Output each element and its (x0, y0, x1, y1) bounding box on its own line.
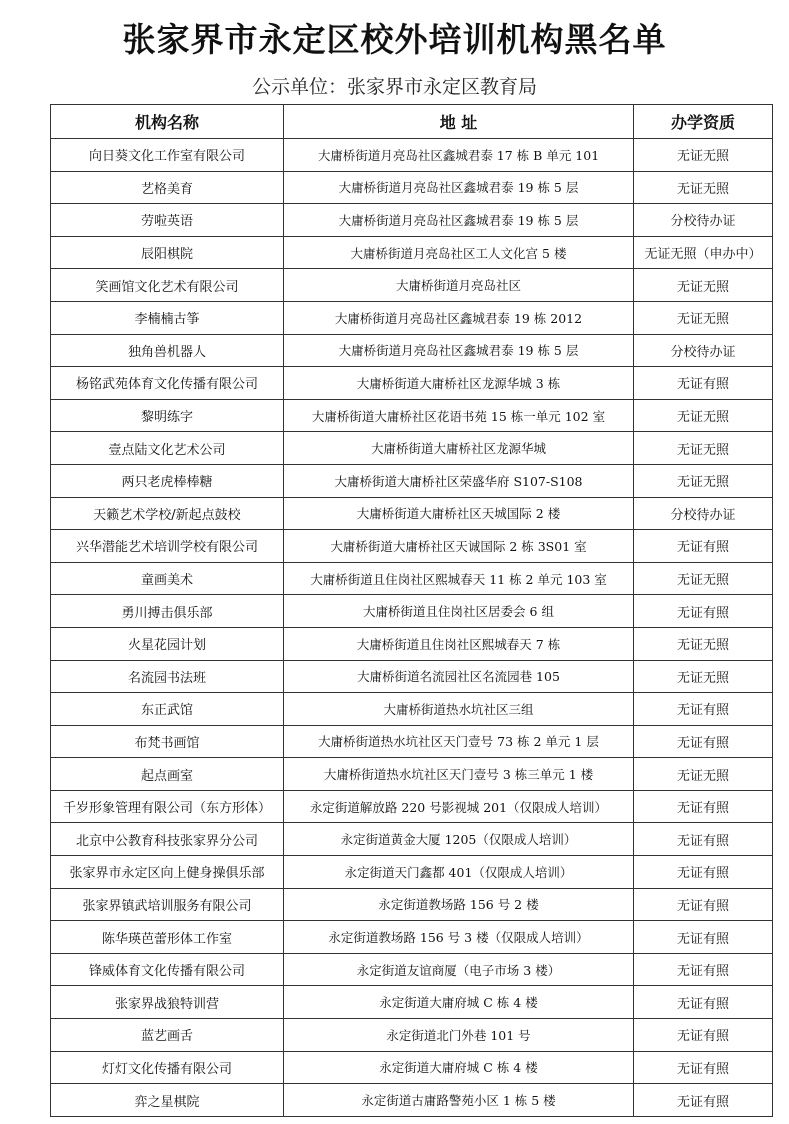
cell-license-status: 无证无照 (634, 171, 773, 204)
cell-institution-name: 辰阳棋院 (51, 236, 284, 269)
cell-institution-name: 杨铭武苑体育文化传播有限公司 (51, 367, 284, 400)
table-header (51, 105, 773, 139)
cell-address: 永定街道教场路 156 号 2 楼 (284, 888, 634, 921)
cell-institution-name: 布梵书画馆 (51, 725, 284, 758)
cell-institution-name: 张家界市永定区向上健身操俱乐部 (51, 856, 284, 889)
cell-license-status: 无证有照 (634, 1051, 773, 1084)
cell-license-status: 无证无照 (634, 301, 773, 334)
cell-license-status: 无证有照 (634, 888, 773, 921)
table-row (51, 921, 773, 954)
cell-institution-name: 张家界镇武培训服务有限公司 (51, 888, 284, 921)
table-row (51, 334, 773, 367)
table-row (51, 953, 773, 986)
header-address: 地 址 (284, 105, 634, 139)
cell-institution-name: 童画美术 (51, 562, 284, 595)
cell-license-status: 分校待办证 (634, 204, 773, 237)
table-row (51, 888, 773, 921)
table-row (51, 301, 773, 334)
cell-license-status: 无证无照 (634, 627, 773, 660)
cell-institution-name: 黎明练字 (51, 399, 284, 432)
cell-institution-name: 艺格美育 (51, 171, 284, 204)
cell-license-status: 无证有照 (634, 823, 773, 856)
cell-license-status: 无证有照 (634, 921, 773, 954)
cell-address: 永定街道教场路 156 号 3 楼（仅限成人培训） (284, 921, 634, 954)
cell-license-status: 无证有照 (634, 856, 773, 889)
cell-institution-name: 勇川搏击俱乐部 (51, 595, 284, 628)
table-row (51, 139, 773, 172)
cell-address: 大庸桥街道月亮岛社区鑫城君泰 19 栋 2012 (284, 301, 634, 334)
table-row (51, 171, 773, 204)
cell-license-status: 无证无照 (634, 660, 773, 693)
cell-address: 大庸桥街道且住岗社区熙城春天 11 栋 2 单元 103 室 (284, 562, 634, 595)
cell-address: 大庸桥街道月亮岛社区鑫城君泰 19 栋 5 层 (284, 171, 634, 204)
table-row (51, 562, 773, 595)
cell-license-status: 无证有照 (634, 530, 773, 563)
cell-address: 永定街道大庸府城 C 栋 4 楼 (284, 986, 634, 1019)
cell-license-status: 无证无照 (634, 432, 773, 465)
cell-institution-name: 陈华瑛芭蕾形体工作室 (51, 921, 284, 954)
cell-address: 永定街道北门外巷 101 号 (284, 1019, 634, 1052)
cell-license-status: 无证有照 (634, 986, 773, 1019)
cell-institution-name: 向日葵文化工作室有限公司 (51, 139, 284, 172)
table-row (51, 790, 773, 823)
cell-institution-name: 壹点陆文化艺术公司 (51, 432, 284, 465)
cell-address: 大庸桥街道大庸桥社区花语书苑 15 栋一单元 102 室 (284, 399, 634, 432)
page-subtitle: 公示单位：张家界市永定区教育局 (251, 76, 537, 98)
cell-institution-name: 劳啦英语 (51, 204, 284, 237)
cell-license-status: 无证无照 (634, 399, 773, 432)
cell-address: 大庸桥街道热水坑社区三组 (284, 693, 634, 726)
table-row (51, 204, 773, 237)
cell-address: 永定街道友谊商厦（电子市场 3 楼） (284, 953, 634, 986)
cell-address: 永定街道黄金大厦 1205（仅限成人培训） (284, 823, 634, 856)
cell-institution-name: 东正武馆 (51, 693, 284, 726)
table-row (51, 758, 773, 791)
cell-address: 大庸桥街道热水坑社区天门壹号 3 栋三单元 1 楼 (284, 758, 634, 791)
table-row (51, 693, 773, 726)
cell-license-status: 无证有照 (634, 725, 773, 758)
table-body (51, 139, 773, 1117)
cell-license-status: 无证无照 (634, 758, 773, 791)
cell-institution-name: 笑画馆文化艺术有限公司 (51, 269, 284, 302)
cell-address: 大庸桥街道月亮岛社区鑫城君泰 19 栋 5 层 (284, 204, 634, 237)
cell-institution-name: 独角兽机器人 (51, 334, 284, 367)
table-row (51, 725, 773, 758)
cell-license-status: 无证有照 (634, 953, 773, 986)
table-row (51, 464, 773, 497)
cell-license-status: 无证无照 (634, 269, 773, 302)
cell-institution-name: 兴华潜能艺术培训学校有限公司 (51, 530, 284, 563)
cell-address: 大庸桥街道大庸桥社区天城国际 2 楼 (284, 497, 634, 530)
cell-institution-name: 灯灯文化传播有限公司 (51, 1051, 284, 1084)
header-row (51, 105, 773, 139)
cell-address: 大庸桥街道月亮岛社区 (284, 269, 634, 302)
cell-license-status: 分校待办证 (634, 497, 773, 530)
cell-institution-name: 张家界战狼特训营 (51, 986, 284, 1019)
cell-license-status: 无证有照 (634, 595, 773, 628)
cell-address: 大庸桥街道大庸桥社区龙源华城 (284, 432, 634, 465)
cell-address: 大庸桥街道且住岗社区居委会 6 组 (284, 595, 634, 628)
cell-address: 大庸桥街道月亮岛社区鑫城君泰 19 栋 5 层 (284, 334, 634, 367)
table-row (51, 399, 773, 432)
table-row (51, 497, 773, 530)
cell-institution-name: 弈之星棋院 (51, 1084, 284, 1117)
cell-address: 大庸桥街道热水坑社区天门壹号 73 栋 2 单元 1 层 (284, 725, 634, 758)
cell-institution-name: 名流园书法班 (51, 660, 284, 693)
table-row (51, 856, 773, 889)
cell-license-status: 无证无照（申办中） (634, 236, 773, 269)
table-row (51, 367, 773, 400)
page-title: 张家界市永定区校外培训机构黑名单 (122, 20, 667, 59)
cell-license-status: 无证无照 (634, 562, 773, 595)
cell-address: 永定街道古庸路警苑小区 1 栋 5 楼 (284, 1084, 634, 1117)
cell-license-status: 无证有照 (634, 790, 773, 823)
cell-institution-name: 李楠楠古筝 (51, 301, 284, 334)
table-row (51, 823, 773, 856)
cell-institution-name: 火星花园计划 (51, 627, 284, 660)
cell-address: 大庸桥街道大庸桥社区荣盛华府 S107-S108 (284, 464, 634, 497)
cell-address: 大庸桥街道名流园社区名流园巷 105 (284, 660, 634, 693)
table-row (51, 432, 773, 465)
cell-address: 永定街道解放路 220 号影视城 201（仅限成人培训） (284, 790, 634, 823)
table-row (51, 627, 773, 660)
cell-address: 大庸桥街道月亮岛社区鑫城君泰 17 栋 B 单元 101 (284, 139, 634, 172)
cell-address: 永定街道天门鑫都 401（仅限成人培训） (284, 856, 634, 889)
table-row (51, 986, 773, 1019)
cell-institution-name: 起点画室 (51, 758, 284, 791)
header-name: 机构名称 (51, 105, 284, 139)
table-row (51, 1019, 773, 1052)
table-row (51, 660, 773, 693)
cell-address: 大庸桥街道大庸桥社区龙源华城 3 栋 (284, 367, 634, 400)
table-row (51, 1084, 773, 1117)
cell-address: 永定街道大庸府城 C 栋 4 楼 (284, 1051, 634, 1084)
table-row (51, 1051, 773, 1084)
cell-license-status: 无证有照 (634, 1019, 773, 1052)
header-status: 办学资质 (634, 105, 773, 139)
cell-license-status: 无证有照 (634, 367, 773, 400)
cell-institution-name: 北京中公教育科技张家界分公司 (51, 823, 284, 856)
cell-address: 大庸桥街道月亮岛社区工人文化宫 5 楼 (284, 236, 634, 269)
cell-license-status: 无证无照 (634, 139, 773, 172)
table-row (51, 269, 773, 302)
table-row (51, 595, 773, 628)
cell-license-status: 分校待办证 (634, 334, 773, 367)
cell-license-status: 无证无照 (634, 464, 773, 497)
cell-institution-name: 蓝艺画舌 (51, 1019, 284, 1052)
cell-address: 大庸桥街道大庸桥社区天诚国际 2 栋 3S01 室 (284, 530, 634, 563)
cell-license-status: 无证有照 (634, 693, 773, 726)
cell-institution-name: 锋威体育文化传播有限公司 (51, 953, 284, 986)
cell-institution-name: 两只老虎棒棒糖 (51, 464, 284, 497)
cell-address: 大庸桥街道且住岗社区熙城春天 7 栋 (284, 627, 634, 660)
blacklist-table (50, 104, 773, 1117)
cell-institution-name: 天籁艺术学校/新起点鼓校 (51, 497, 284, 530)
cell-license-status: 无证有照 (634, 1084, 773, 1117)
cell-institution-name: 千岁形象管理有限公司（东方形体） (51, 790, 284, 823)
table-row (51, 236, 773, 269)
table-row (51, 530, 773, 563)
